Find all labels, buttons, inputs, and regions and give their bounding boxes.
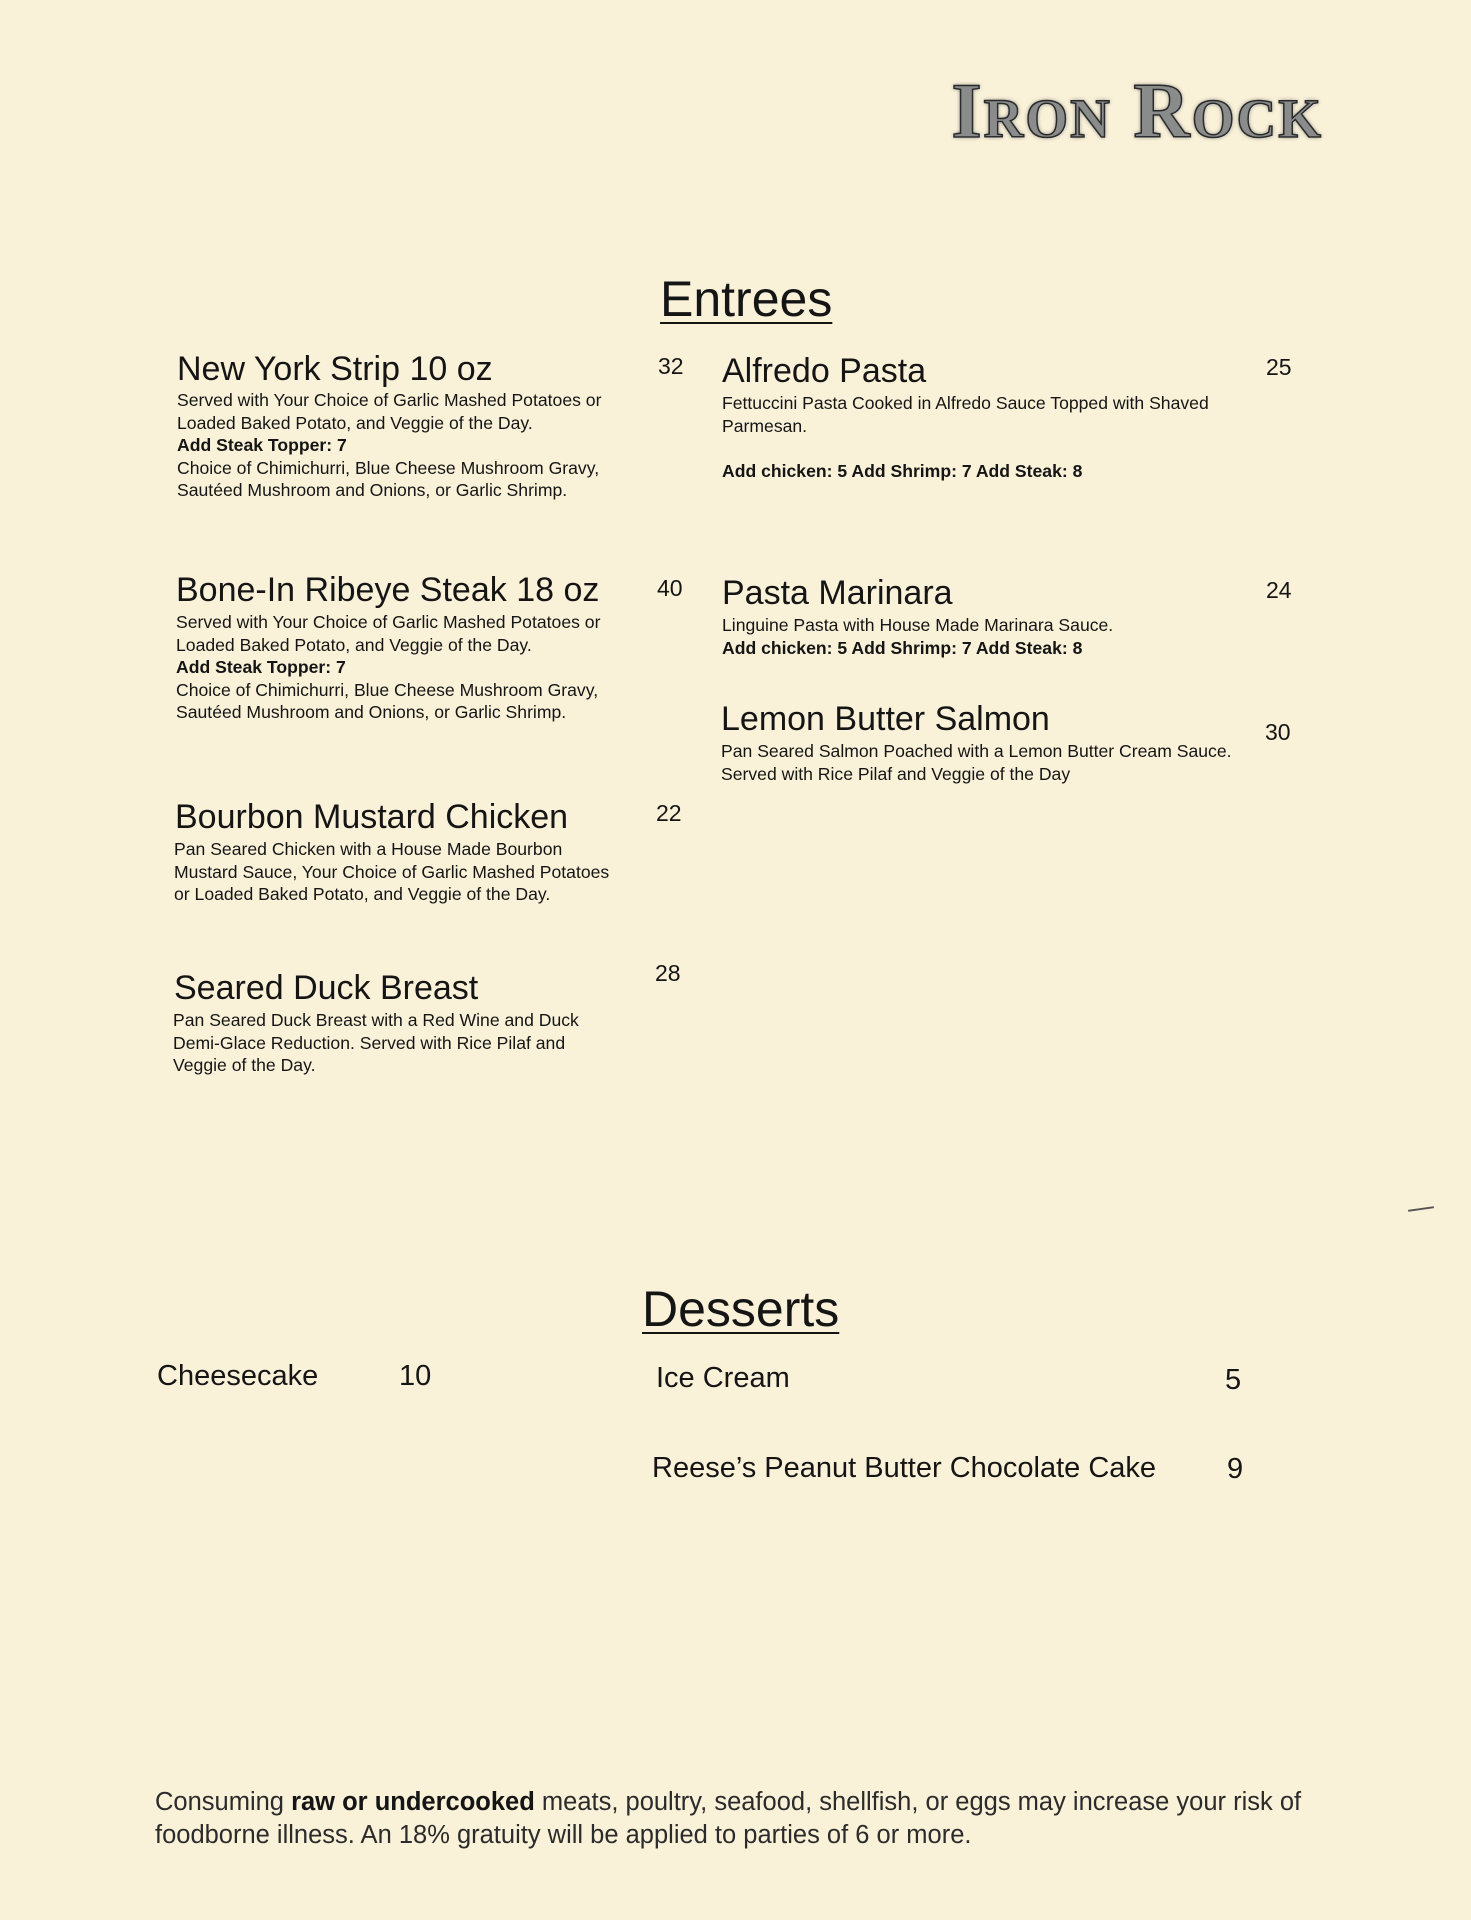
entrees-title: Entrees bbox=[660, 271, 833, 327]
menu-item-price: 25 bbox=[1266, 354, 1292, 380]
menu-item-name: Bourbon Mustard Chicken bbox=[175, 798, 569, 836]
dessert-price: 5 bbox=[1225, 1364, 1242, 1396]
menu-item-name: Seared Duck Breast bbox=[174, 969, 479, 1007]
dessert-name: Reese’s Peanut Butter Chocolate Cake bbox=[652, 1452, 1157, 1484]
dessert-price: 9 bbox=[1227, 1453, 1244, 1485]
description-text: Linguine Pasta with House Made Marinara Sauce. bbox=[722, 615, 1114, 635]
menu-item-price: 28 bbox=[655, 960, 681, 986]
addon-label: Add chicken: 5 Add Shrimp: 7 Add Steak: 8 bbox=[722, 461, 1083, 481]
menu-item-description bbox=[174, 838, 624, 906]
addon-description: Choice of Chimichurri, Blue Cheese Mushroom Gravy, Sautéed Mushroom and Onions, or Garlic Shrimp. bbox=[176, 679, 599, 722]
addon-description: Choice of Chimichurri, Blue Cheese Mushroom Gravy, Sautéed Mushroom and Onions, or Garlic Shrimp. bbox=[177, 457, 600, 500]
menu-item-price: 32 bbox=[658, 353, 684, 379]
food-safety-disclaimer bbox=[155, 1786, 1355, 1852]
menu-item-name: Lemon Butter Salmon bbox=[721, 700, 1050, 738]
restaurant-logo: Iron Rock bbox=[951, 67, 1323, 154]
description-text: Fettuccini Pasta Cooked in Alfredo Sauce Topped with Shaved Parmesan. bbox=[722, 393, 1209, 436]
menu-item-price: 22 bbox=[656, 800, 682, 826]
addon-label: Add Steak Topper: 7 bbox=[176, 657, 346, 677]
menu-item-description bbox=[176, 611, 626, 724]
menu-item-description bbox=[722, 614, 1222, 659]
description-text: Served with Your Choice of Garlic Mashed Potatoes or Loaded Baked Potato, and Veggie of the Day. bbox=[177, 390, 602, 433]
menu-item-description bbox=[173, 1009, 603, 1077]
description-text: Pan Seared Duck Breast with a Red Wine and Duck Demi-Glace Reduction. Served with Rice Pilaf and Veggie of the Day. bbox=[173, 1010, 579, 1075]
scan-mark bbox=[1408, 1206, 1434, 1212]
menu-item-price: 30 bbox=[1265, 719, 1291, 745]
dessert-name: Cheesecake bbox=[157, 1360, 319, 1392]
description-text: Pan Seared Chicken with a House Made Bourbon Mustard Sauce, Your Choice of Garlic Mashed Potatoes or Loaded Baked Potato, and Veggie of the Day. bbox=[174, 839, 610, 904]
dessert-price: 10 bbox=[399, 1360, 432, 1392]
disclaimer-text-start: Consuming bbox=[155, 1788, 292, 1816]
menu-item-name: Pasta Marinara bbox=[722, 574, 953, 612]
menu-item-description bbox=[721, 740, 1251, 785]
menu-item-name: Bone-In Ribeye Steak 18 oz bbox=[176, 571, 600, 609]
menu-item-price: 40 bbox=[657, 575, 683, 601]
disclaimer-text-end: meats, poultry, seafood, shellfish, or eggs may increase your risk of foodborne illness. An 18% gratuity will be applied to parties of 6 or more. bbox=[155, 1788, 1302, 1849]
description-text: Served with Your Choice of Garlic Mashed Potatoes or Loaded Baked Potato, and Veggie of the Day. bbox=[176, 612, 601, 655]
addon-label: Add Steak Topper: 7 bbox=[177, 435, 347, 455]
addon-label: Add chicken: 5 Add Shrimp: 7 Add Steak: 8 bbox=[722, 637, 1083, 658]
dessert-name: Ice Cream bbox=[656, 1362, 790, 1394]
menu-item-description bbox=[177, 389, 627, 502]
desserts-title: Desserts bbox=[642, 1281, 840, 1337]
menu-item-name: New York Strip 10 oz bbox=[177, 350, 493, 388]
disclaimer-emphasis: raw or undercooked bbox=[291, 1788, 535, 1816]
menu-item-name: Alfredo Pasta bbox=[722, 352, 927, 390]
menu-item-description bbox=[722, 392, 1222, 483]
menu-item-price: 24 bbox=[1266, 577, 1292, 603]
description-text: Pan Seared Salmon Poached with a Lemon Butter Cream Sauce. Served with Rice Pilaf and Veggie of the Day bbox=[721, 741, 1232, 784]
